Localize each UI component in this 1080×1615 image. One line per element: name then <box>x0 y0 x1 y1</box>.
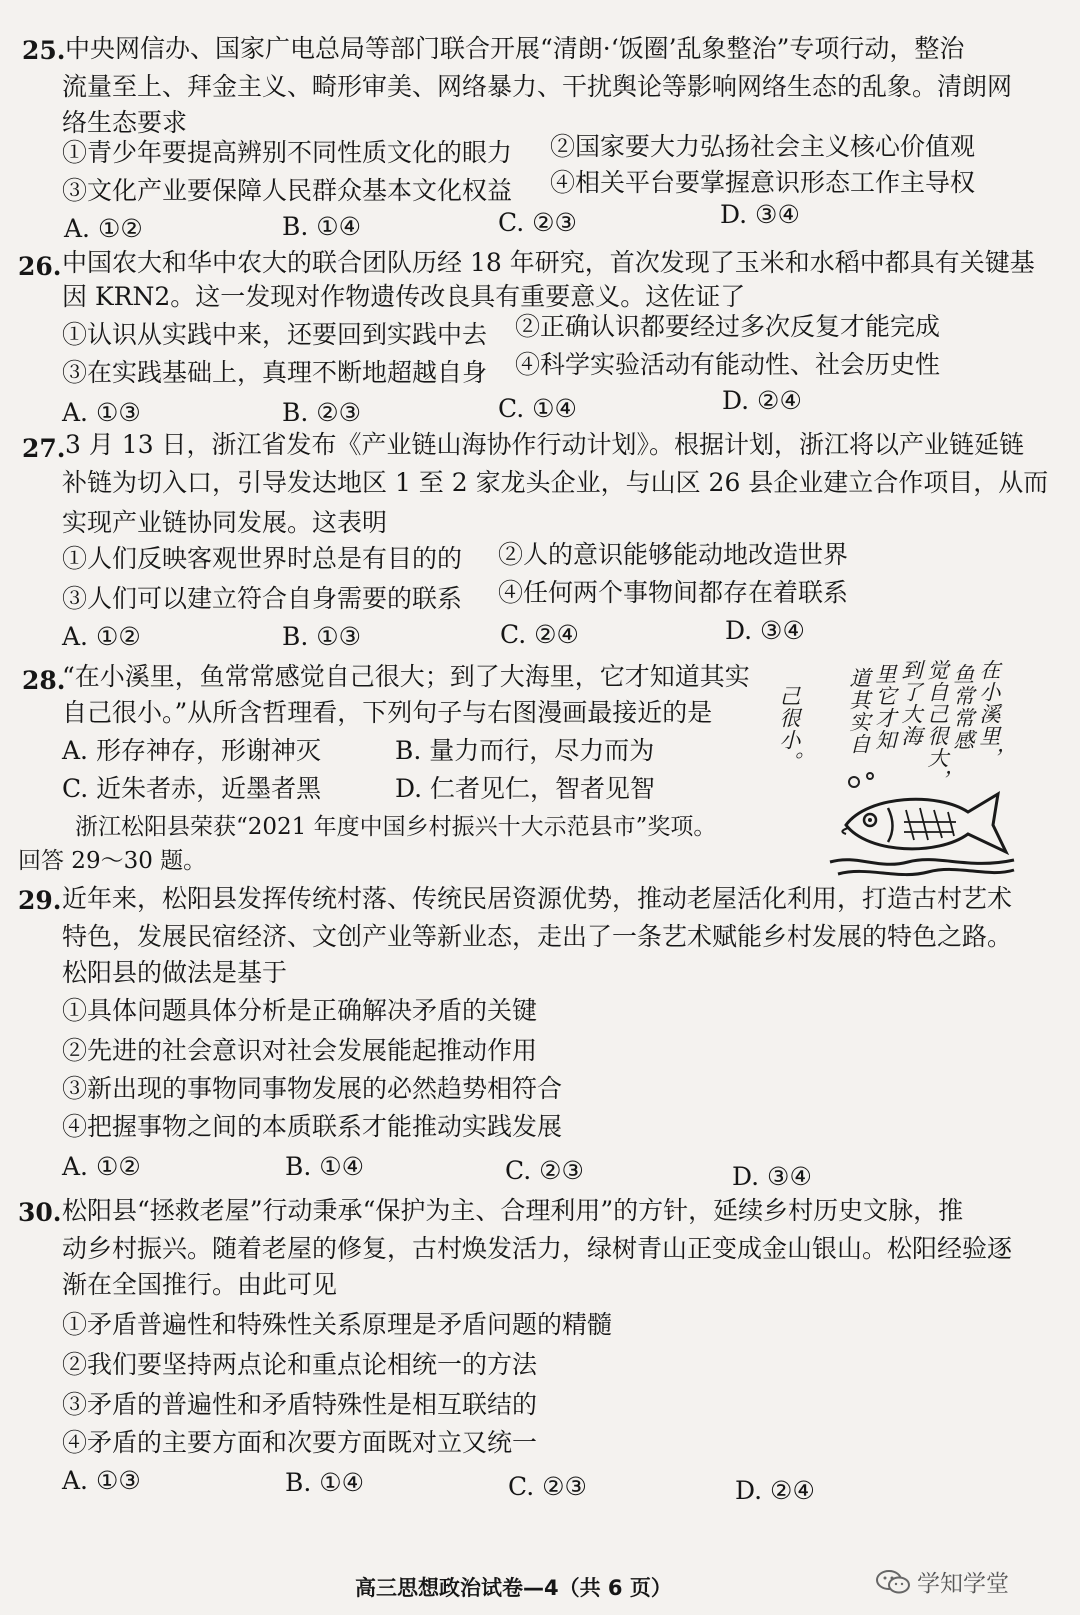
q29-stem-line-3: 松阳县的做法是基于 <box>62 958 288 987</box>
q30-stem-line-3: 渐在全国推行。由此可见 <box>62 1270 338 1299</box>
material-intro-line-2: 回答 29～30 题。 <box>18 848 207 874</box>
q26-stem-line-2: 因 KRN2。这一发现对作物遗传改良具有重要意义。这佐证了 <box>62 282 746 311</box>
q28-choice-a: A. 形存神存，形谢神灭 <box>62 736 321 765</box>
watermark <box>875 1565 1009 1598</box>
q29-item-1: ①具体问题具体分析是正确解决矛盾的关键 <box>62 996 538 1025</box>
q27-item-4: ④任何两个事物间都存在着联系 <box>498 578 849 607</box>
q29-stem-line-1: 近年来，松阳县发挥传统村落、传统民居资源优势，推动老屋活化利用，打造古村艺术 <box>62 884 1013 913</box>
q26-item-2: ②正确认识都要经过多次反复才能完成 <box>515 312 941 341</box>
q26-item-3: ③在实践基础上，真理不断地超越自身 <box>62 358 488 387</box>
q30-item-3: ③矛盾的普遍性和矛盾特殊性是相互联结的 <box>62 1390 538 1419</box>
q26-choice-d: D. ②④ <box>722 386 802 415</box>
q27-choice-c: C. ②④ <box>500 620 579 649</box>
q27-stem-line-2: 补链为切入口，引导发达地区 1 至 2 家龙头企业，与山区 26 县企业建立合作项目，从而 <box>62 468 1049 497</box>
q28-stem-line-2: 自己很小。”从所含哲理看，下列句子与右图漫画最接近的是 <box>62 698 713 727</box>
q30-item-4: ④矛盾的主要方面和次要方面既对立又统一 <box>62 1428 538 1457</box>
q27-item-3: ③人们可以建立符合自身需要的联系 <box>62 584 463 613</box>
q29-choice-d: D. ③④ <box>732 1162 812 1191</box>
q26-choice-a: A. ①③ <box>62 398 141 427</box>
q25-stem-line-2: 流量至上、拜金主义、畸形审美、网络暴力、干扰舆论等影响网络生态的乱象。清朗网 <box>62 72 1013 101</box>
question-number-29: 29. <box>18 886 62 915</box>
q29-item-2: ②先进的社会意识对社会发展能起推动作用 <box>62 1036 538 1065</box>
q30-choice-c: C. ②③ <box>508 1472 587 1501</box>
question-number-27: 27. <box>22 434 66 463</box>
q25-choice-c: C. ②③ <box>498 208 577 237</box>
q29-choice-c: C. ②③ <box>505 1156 584 1185</box>
q25-item-2: ②国家要大力弘扬社会主义核心价值观 <box>550 132 976 161</box>
q27-choice-a: A. ①② <box>62 622 141 651</box>
q30-stem-line-2: 动乡村振兴。随着老屋的修复，古村焕发活力，绿树青山正变成金山银山。松阳经验逐 <box>62 1234 1013 1263</box>
cartoon-text-column-1: 在小溪里， <box>977 659 1001 769</box>
q26-item-4: ④科学实验活动有能动性、社会历史性 <box>515 350 941 379</box>
page-footer: 高三思想政治试卷—4（共 6 页） <box>355 1576 672 1600</box>
q30-choice-a: A. ①③ <box>62 1466 141 1495</box>
q30-item-1: ①矛盾普遍性和特殊性关系原理是矛盾问题的精髓 <box>62 1310 613 1339</box>
question-number-30: 30. <box>18 1198 62 1227</box>
q29-stem-line-2: 特色，发展民宿经济、文创产业等新业态，走出了一条艺术赋能乡村发展的特色之路。 <box>62 922 1013 951</box>
q30-choice-d: D. ②④ <box>735 1476 815 1505</box>
q27-stem-line-1: 3 月 13 日，浙江省发布《产业链山海协作行动计划》。根据计划，浙江将以产业链延链 <box>65 430 1025 459</box>
q25-choice-a: A. ①② <box>64 214 143 243</box>
q26-choice-b: B. ②③ <box>282 398 362 427</box>
q26-choice-c: C. ①④ <box>498 394 577 423</box>
watermark-text: 学知学堂 <box>917 1571 1009 1597</box>
q29-item-3: ③新出现的事物同事物发展的必然趋势相符合 <box>62 1074 563 1103</box>
fish-cartoon-icon <box>828 770 1018 880</box>
q28-stem-line-1: “在小溪里，鱼常常感觉自己很大；到了大海里，它才知道其实 <box>62 662 750 691</box>
q25-choice-b: B. ①④ <box>282 212 362 241</box>
q25-item-3: ③文化产业要保障人民群众基本文化权益 <box>62 176 513 205</box>
q27-choice-d: D. ③④ <box>725 616 805 645</box>
q30-stem-line-1: 松阳县“拯救老屋”行动秉承“保护为主、合理利用”的方针，延续乡村历史文脉，推 <box>62 1196 964 1225</box>
q27-choice-b: B. ①③ <box>282 622 362 651</box>
q30-choice-b: B. ①④ <box>285 1468 365 1497</box>
q27-item-2: ②人的意识能够能动地改造世界 <box>498 540 849 569</box>
q29-choice-b: B. ①④ <box>285 1152 365 1181</box>
q25-choice-d: D. ③④ <box>720 200 800 229</box>
material-intro-line-1: 浙江松阳县荣获“2021 年度中国乡村振兴十大示范县市”奖项。 <box>75 814 717 840</box>
q26-stem-line-1: 中国农大和华中农大的联合团队历经 18 年研究，首次发现了玉米和水稻中都具有关键基 <box>62 248 1035 277</box>
question-number-25: 25. <box>22 36 66 65</box>
cartoon-text-column-3: 觉自己很大， <box>925 659 949 791</box>
q29-choice-a: A. ①② <box>62 1152 141 1181</box>
cartoon-text-column-2: 鱼常常感 <box>951 663 975 751</box>
q30-item-2: ②我们要坚持两点论和重点论相统一的方法 <box>62 1350 538 1379</box>
q28-choice-d: D. 仁者见仁，智者见智 <box>395 774 656 803</box>
q29-item-4: ④把握事物之间的本质联系才能推动实践发展 <box>62 1112 563 1141</box>
q28-choice-c: C. 近朱者赤，近墨者黑 <box>62 774 322 803</box>
cartoon-text-column-7: 己很小。 <box>777 685 801 773</box>
cartoon-text-column-4: 到了大海 <box>899 659 923 747</box>
question-number-28: 28. <box>22 666 66 695</box>
q25-item-1: ①青少年要提高辨别不同性质文化的眼力 <box>62 138 513 167</box>
q26-item-1: ①认识从实践中来，还要回到实践中去 <box>62 320 488 349</box>
q25-item-4: ④相关平台要掌握意识形态工作主导权 <box>550 168 976 197</box>
q25-stem-line-1: 中央网信办、国家广电总局等部门联合开展“清朗·‘饭圈’乱象整治”专项行动，整治 <box>65 34 965 63</box>
cartoon-text-column-6: 道其实自 <box>847 667 871 755</box>
cartoon-text-column-5: 里它才知 <box>873 663 897 751</box>
question-number-26: 26. <box>18 252 62 281</box>
q27-stem-line-3: 实现产业链协同发展。这表明 <box>62 508 388 537</box>
wechat-icon <box>875 1569 911 1595</box>
fish-cartoon <box>777 655 1060 895</box>
q27-item-1: ①人们反映客观世界时总是有目的的 <box>62 544 463 573</box>
q28-choice-b: B. 量力而行，尽力而为 <box>395 736 655 765</box>
q25-stem-line-3: 络生态要求 <box>62 108 188 137</box>
